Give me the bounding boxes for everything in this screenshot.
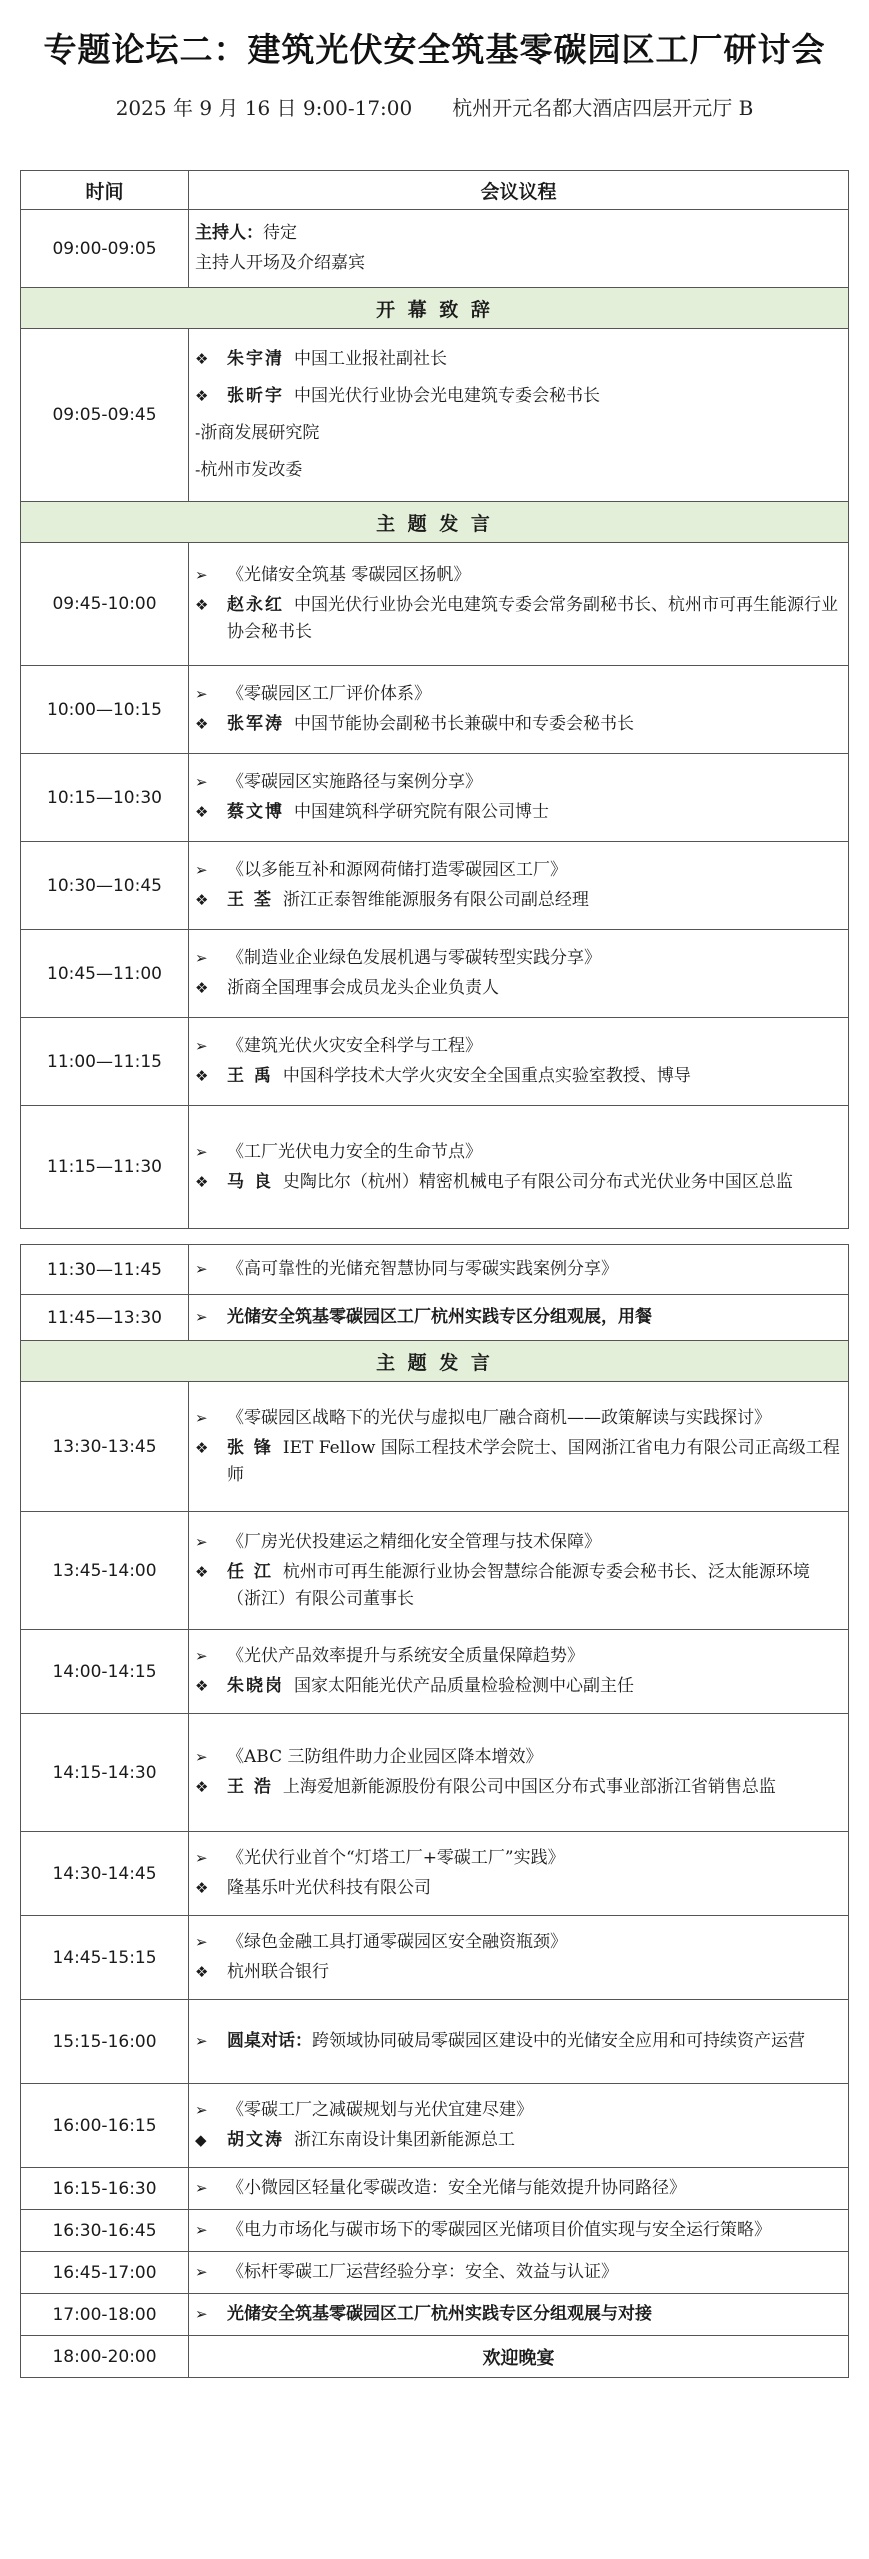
speaker-title: 浙江正泰智维能源服务有限公司副总经理 <box>282 890 589 910</box>
row-content <box>189 1106 849 1229</box>
row-time: 16:30-16:45 <box>21 2210 189 2252</box>
roundtable-label: 圆桌对话： <box>227 2031 312 2051</box>
diamond-bullet-icon: ❖ <box>195 715 209 733</box>
row-content <box>189 2252 849 2294</box>
arrow-bullet-icon: ➢ <box>195 1933 208 1951</box>
row-time: 13:30-13:45 <box>21 1382 189 1512</box>
arrow-bullet-icon: ➢ <box>195 949 208 967</box>
arrow-bullet-icon: ➢ <box>195 773 208 791</box>
table-row <box>21 1018 849 1106</box>
speaker-name: 赵永红 <box>227 595 284 615</box>
table-row <box>21 2210 849 2252</box>
arrow-bullet-icon: ➢ <box>195 2221 208 2239</box>
speaker-title: 国家太阳能光伏产品质量检验检测中心副主任 <box>294 1676 634 1696</box>
table-row <box>21 210 849 288</box>
table-row <box>21 842 849 930</box>
agenda-table <box>20 170 849 2378</box>
table-row <box>21 1382 849 1512</box>
section-keynote-2: 主 题 发 言 <box>21 1341 849 1382</box>
header-agenda: 会议议程 <box>189 171 849 210</box>
row-content <box>189 1832 849 1916</box>
table-row <box>21 754 849 842</box>
table-row <box>21 1245 849 1295</box>
talk-topic: 《ABC 三防组件助力企业园区降本增效》 <box>227 1747 543 1767</box>
row-time: 14:00-14:15 <box>21 1630 189 1714</box>
arrow-bullet-icon: ➢ <box>195 2032 208 2050</box>
row-time: 15:15-16:00 <box>21 2000 189 2084</box>
row-time: 17:00-18:00 <box>21 2294 189 2336</box>
row-time: 11:45—13:30 <box>21 1295 189 1341</box>
row-content <box>189 2210 849 2252</box>
table-row <box>21 1106 849 1229</box>
speaker-name: 胡文涛 <box>227 2130 284 2150</box>
table-row <box>21 1630 849 1714</box>
table-row <box>21 2252 849 2294</box>
table-row <box>21 329 849 502</box>
arrow-bullet-icon: ➢ <box>195 1037 208 1055</box>
diamond-bullet-icon: ❖ <box>195 1562 209 1581</box>
welcome-dinner: 欢迎晚宴 <box>189 2336 849 2378</box>
page-title: 专题论坛二：建筑光伏安全筑基零碳园区工厂研讨会 <box>43 30 826 69</box>
speaker-name: 任 江 <box>227 1561 273 1582</box>
speaker-title: 史陶比尔（杭州）精密机械电子有限公司分布式光伏业务中国区总监 <box>282 1171 793 1192</box>
table-row <box>21 2084 849 2168</box>
row-content <box>189 930 849 1018</box>
break-activity: 光储安全筑基零碳园区工厂杭州实践专区分组观展，用餐 <box>227 1307 652 1327</box>
talk-topic: 《工厂光伏电力安全的生命节点》 <box>227 1141 482 1162</box>
arrow-bullet-icon: ➢ <box>195 2263 208 2281</box>
arrow-bullet-icon: ➢ <box>195 2101 208 2119</box>
diamond-bullet-icon: ❖ <box>195 891 209 909</box>
talk-topic: 《零碳园区实施路径与案例分享》 <box>227 772 482 792</box>
arrow-bullet-icon: ➢ <box>195 685 208 703</box>
speaker-title: 中国建筑科学研究院有限公司博士 <box>294 802 549 822</box>
row-content <box>189 2000 849 2084</box>
speaker-name: 王 荃 <box>227 890 273 910</box>
row-time: 13:45-14:00 <box>21 1512 189 1630</box>
row-time: 11:00—11:15 <box>21 1018 189 1106</box>
row-content <box>189 1295 849 1341</box>
arrow-bullet-icon: ➢ <box>195 1260 208 1278</box>
diamond-bullet-icon: ❖ <box>195 1172 209 1191</box>
dash-bullet-icon: - <box>195 424 201 442</box>
header-time: 时间 <box>21 171 189 210</box>
talk-topic: 《零碳工厂之减碳规划与光伏宜建尽建》 <box>227 2100 533 2120</box>
speaker-title: 浙商全国理事会成员龙头企业负责人 <box>227 978 499 998</box>
arrow-bullet-icon: ➢ <box>195 1308 208 1326</box>
speaker-name: 朱晓岗 <box>227 1676 284 1696</box>
row-time: 11:15—11:30 <box>21 1106 189 1229</box>
diamond-bullet-icon: ❖ <box>195 387 209 405</box>
table-header-row <box>21 171 849 210</box>
talk-topic: 《光伏产品效率提升与系统安全质量保障趋势》 <box>227 1646 584 1666</box>
row-time: 10:45—11:00 <box>21 930 189 1018</box>
table-row <box>21 666 849 754</box>
talk-topic: 《电力市场化与碳市场下的零碳园区光储项目价值实现与安全运行策略》 <box>227 2220 771 2240</box>
host-label: 主持人： <box>195 223 263 243</box>
table-row <box>21 1295 849 1341</box>
table-row <box>21 2336 849 2378</box>
diamond-bullet-icon: ❖ <box>195 596 209 614</box>
arrow-bullet-icon: ➢ <box>195 2179 208 2197</box>
row-time: 09:45-10:00 <box>21 543 189 666</box>
roundtable-topic: 跨领域协同破局零碳园区建设中的光储安全应用和可持续资产运营 <box>312 2031 805 2051</box>
host-note: 主持人开场及介绍嘉宾 <box>195 253 365 273</box>
host-value: 待定 <box>263 223 297 243</box>
section-keynote-1: 主 题 发 言 <box>21 502 849 543</box>
table-row <box>21 543 849 666</box>
speaker-name: 马 良 <box>227 1171 273 1192</box>
speaker-name: 朱宇清 <box>227 349 284 369</box>
row-content <box>189 842 849 930</box>
table-row <box>21 1832 849 1916</box>
speaker-name: 王 禹 <box>227 1066 273 1086</box>
speaker-title: 浙江东南设计集团新能源总工 <box>294 2130 515 2150</box>
table-row <box>21 1714 849 1832</box>
row-time: 10:00—10:15 <box>21 666 189 754</box>
speaker-name: 张 锋 <box>227 1437 273 1458</box>
row-time: 16:15-16:30 <box>21 2168 189 2210</box>
row-content <box>189 1245 849 1295</box>
row-content <box>189 1512 849 1630</box>
row-time: 09:05-09:45 <box>21 329 189 502</box>
table-row <box>21 2168 849 2210</box>
table-row <box>21 1512 849 1630</box>
section-row <box>21 1341 849 1382</box>
row-time: 16:00-16:15 <box>21 2084 189 2168</box>
talk-topic: 《厂房光伏投建运之精细化安全管理与技术保障》 <box>227 1531 601 1552</box>
row-time: 14:45-15:15 <box>21 1916 189 2000</box>
row-time: 16:45-17:00 <box>21 2252 189 2294</box>
row-content <box>189 329 849 502</box>
speaker-name: 蔡文博 <box>227 802 284 822</box>
row-time: 14:30-14:45 <box>21 1832 189 1916</box>
speaker-name: 张昕宇 <box>227 386 284 406</box>
organization: 杭州市发改委 <box>200 460 303 480</box>
diamond-bullet-icon: ❖ <box>195 1879 209 1897</box>
talk-topic: 《光储安全筑基 零碳园区扬帆》 <box>227 565 471 585</box>
diamond-bullet-icon: ❖ <box>195 803 209 821</box>
talk-topic: 《零碳园区战略下的光伏与虚拟电厂融合商机——政策解读与实践探讨》 <box>227 1407 771 1428</box>
diamond-bullet-icon: ❖ <box>195 979 209 997</box>
diamond-bullet-icon: ❖ <box>195 1438 209 1457</box>
talk-topic: 《绿色金融工具打通零碳园区安全融资瓶颈》 <box>227 1932 567 1952</box>
section-opening: 开 幕 致 辞 <box>21 288 849 329</box>
diamond-bullet-icon: ❖ <box>195 350 209 368</box>
section-row <box>21 288 849 329</box>
dash-bullet-icon: - <box>195 461 201 479</box>
row-time: 10:30—10:45 <box>21 842 189 930</box>
row-content <box>189 1630 849 1714</box>
row-content <box>189 2294 849 2336</box>
row-content <box>189 1382 849 1512</box>
row-time: 14:15-14:30 <box>21 1714 189 1832</box>
row-content <box>189 1018 849 1106</box>
row-time: 09:00-09:05 <box>21 210 189 288</box>
speaker-title: 杭州市可再生能源行业协会智慧综合能源专委会秘书长、泛太能源环境（浙江）有限公司董事长 <box>227 1561 810 1609</box>
row-content <box>189 1916 849 2000</box>
row-content <box>189 754 849 842</box>
diamond-bullet-icon: ❖ <box>195 1067 209 1085</box>
talk-topic: 《以多能互补和源网荷储打造零碳园区工厂》 <box>227 860 567 880</box>
arrow-bullet-icon: ➢ <box>195 1647 208 1665</box>
arrow-bullet-icon: ➢ <box>195 2305 208 2323</box>
arrow-bullet-icon: ➢ <box>195 1532 208 1551</box>
talk-topic: 《小微园区轻量化零碳改造：安全光储与能效提升协同路径》 <box>227 2178 686 2198</box>
speaker-title: 中国光伏行业协会光电建筑专委会常务副秘书长、杭州市可再生能源行业协会秘书长 <box>227 595 838 642</box>
arrow-bullet-icon: ➢ <box>195 566 208 584</box>
speaker-title: 隆基乐叶光伏科技有限公司 <box>227 1878 431 1898</box>
row-content <box>189 210 849 288</box>
row-content <box>189 543 849 666</box>
row-time: 10:15—10:30 <box>21 754 189 842</box>
row-content <box>189 2084 849 2168</box>
speaker-title: 中国工业报社副社长 <box>294 349 447 369</box>
arrow-bullet-icon: ➢ <box>195 1748 208 1766</box>
event-venue: 杭州开元名都大酒店四层开元厅 B <box>452 96 754 120</box>
row-time: 11:30—11:45 <box>21 1245 189 1295</box>
speaker-title: IET Fellow 国际工程技术学会院士、国网浙江省电力有限公司正高级工程师 <box>227 1437 840 1485</box>
talk-topic: 《高可靠性的光储充智慧协同与零碳实践案例分享》 <box>227 1259 618 1279</box>
table-row <box>21 1916 849 2000</box>
talk-topic: 《标杆零碳工厂运营经验分享：安全、效益与认证》 <box>227 2262 618 2282</box>
arrow-bullet-icon: ➢ <box>195 1142 208 1161</box>
row-time: 18:00-20:00 <box>21 2336 189 2378</box>
talk-topic: 《零碳园区工厂评价体系》 <box>227 684 431 704</box>
speaker-title: 杭州联合银行 <box>227 1962 329 1982</box>
diamond-bullet-icon: ❖ <box>195 1677 209 1695</box>
speaker-title: 中国光伏行业协会光电建筑专委会秘书长 <box>294 386 600 406</box>
spacer-row <box>21 1229 849 1245</box>
arrow-bullet-icon: ➢ <box>195 1849 208 1867</box>
talk-topic: 《光伏行业首个“灯塔工厂+零碳工厂”实践》 <box>227 1848 565 1868</box>
speaker-title: 上海爱旭新能源股份有限公司中国区分布式事业部浙江省销售总监 <box>282 1777 776 1797</box>
table-row <box>21 930 849 1018</box>
solid-diamond-bullet-icon: ◆ <box>195 2131 207 2149</box>
section-row <box>21 502 849 543</box>
table-row <box>21 2294 849 2336</box>
arrow-bullet-icon: ➢ <box>195 861 208 879</box>
organization: 浙商发展研究院 <box>200 423 320 443</box>
event-date: 2025 年 9 月 16 日 9:00-17:00 <box>115 96 413 120</box>
speaker-name: 王 浩 <box>227 1777 273 1797</box>
talk-topic: 《建筑光伏火灾安全科学与工程》 <box>227 1036 482 1056</box>
talk-topic: 《制造业企业绿色发展机遇与零碳转型实践分享》 <box>227 948 601 968</box>
row-content <box>189 2168 849 2210</box>
table-row <box>21 2000 849 2084</box>
event-info <box>0 92 869 121</box>
speaker-title: 中国科学技术大学火灾安全全国重点实验室教授、博导 <box>282 1066 691 1086</box>
speaker-title: 中国节能协会副秘书长兼碳中和专委会秘书长 <box>294 714 634 734</box>
arrow-bullet-icon: ➢ <box>195 1408 208 1427</box>
diamond-bullet-icon: ❖ <box>195 1778 209 1796</box>
row-content <box>189 1714 849 1832</box>
diamond-bullet-icon: ❖ <box>195 1963 209 1981</box>
speaker-name: 张军涛 <box>227 714 284 734</box>
closing-activity: 光储安全筑基零碳园区工厂杭州实践专区分组观展与对接 <box>227 2304 652 2324</box>
row-content <box>189 666 849 754</box>
